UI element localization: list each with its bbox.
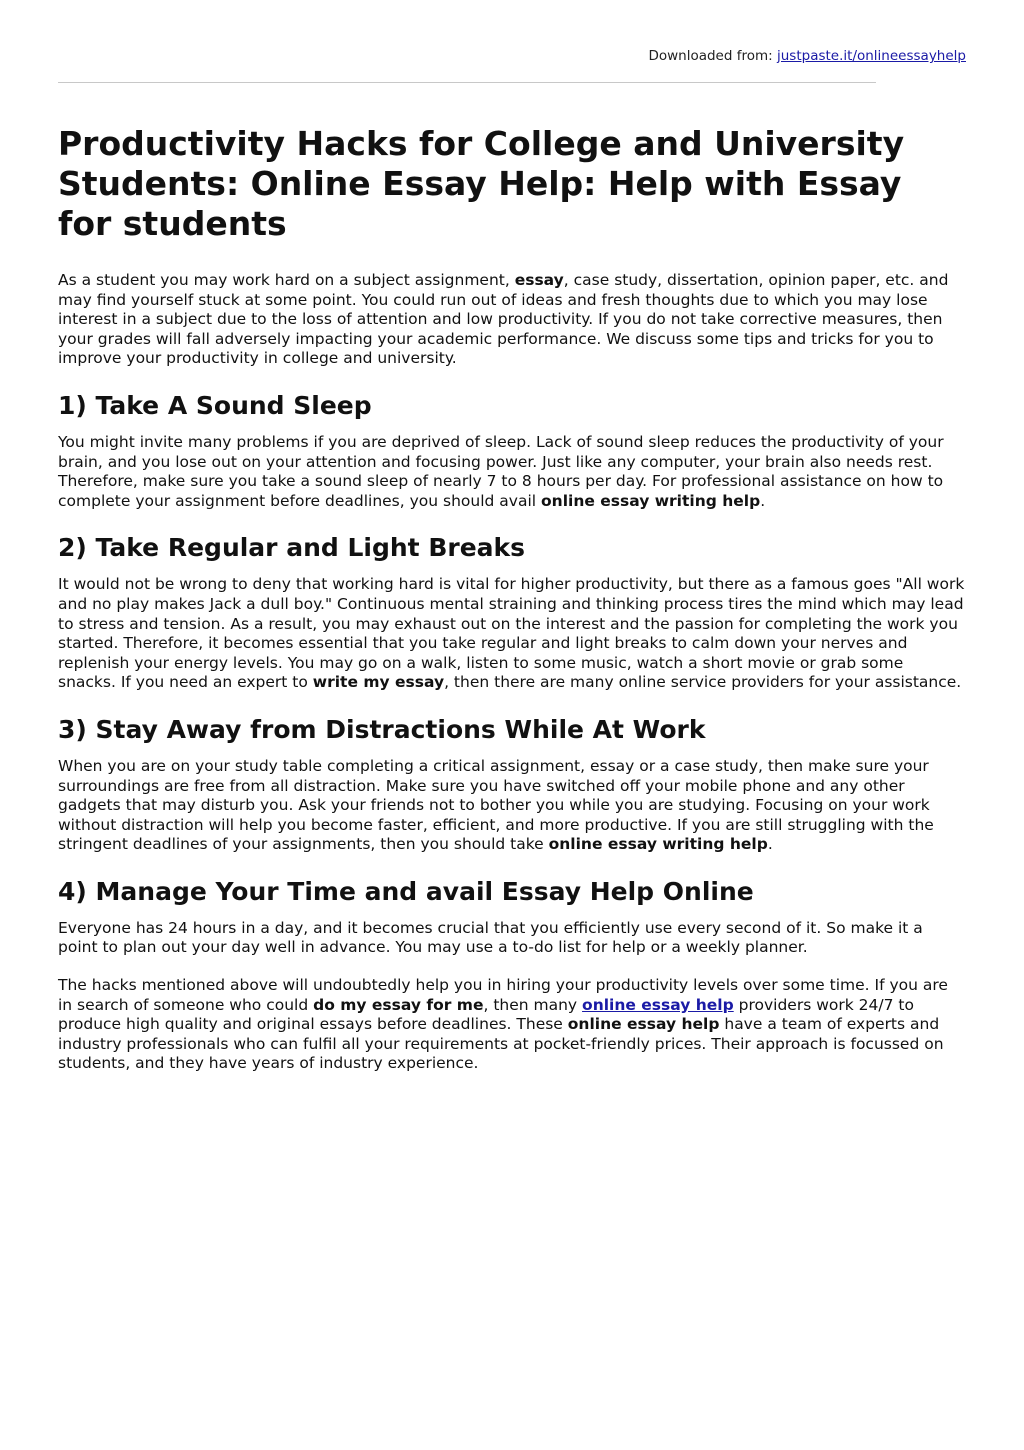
closing-text-3: providers work 24/7 to produce high quality and original essays before deadlines. These [58,995,914,1034]
section-2-bold: write my essay [312,673,445,692]
closing-text-1: The hacks mentioned above will undoubtedly help you in hiring your productivity levels over some time. If you are in search of someone who could [58,976,948,1014]
downloaded-from-label: Downloaded from: [648,48,773,64]
section-heading-2: 2) Take Regular and Light Breaks [58,533,526,563]
source-link[interactable]: justpaste.it/onlineessayhelp [777,48,966,64]
section-2-text-1: It would not be wrong to deny that working hard is vital for higher productivity, but there as a famous goes "All work and no play makes Jack a dull boy." Continuous mental straining and thinking process tires the mind which may lead to stress and tension. As a result, you may exhaust out on the interest and the passion for completing the work you started. Therefore, it becomes essential that you take regular and light breaks to calm down your nerves and replenish your energy levels. You may go on a walk, listen to some music, watch a short movie or grab some snacks. If you need an expert to [58,575,965,692]
online-essay-help-link[interactable]: online essay help [582,995,734,1014]
header-divider [58,82,876,83]
download-source-line [648,48,966,64]
section-1-text-2: . [760,491,766,510]
section-heading-4: 4) Manage Your Time and avail Essay Help Online [58,876,754,906]
closing-paragraph [58,976,966,1074]
section-1-bold: online essay writing help [541,491,761,510]
closing-text-4: have a team of experts and industry professionals who can fulfil all your requirements at pocket-friendly prices. Their approach is focussed on students, and they have years of industry experience. [58,1015,944,1073]
intro-paragraph [58,271,966,369]
intro-text-2: , case study, dissertation, opinion paper, etc. and may find yourself stuck at some point. You could run out of ideas and fresh thoughts due to which you may lose interest in a subject due to the loss of attention and low productivity. If you do not take corrective measures, then your grades will fall adversely impacting your academic performance. We discuss some tips and tricks for you to improve your productivity in college and university. [58,271,949,368]
section-3-text-1: When you are on your study table completing a critical assignment, essay or a case study, then make sure your surroundings are free from all distraction. Make sure you have switched off your mobile phone and any other gadgets that may disturb you. Ask your friends not to bother you while you are studying. Focusing on your work without distraction will help you become faster, efficient, and more productive. If you are still struggling with the stringent deadlines of your assignments, then you should take [58,756,934,854]
closing-text-2: , then many [483,995,583,1014]
section-3-text-2: . [767,835,773,854]
section-paragraph-1 [58,433,966,511]
section-1-text-1: You might invite many problems if you are deprived of sleep. Lack of sound sleep reduces the productivity of your brain, and you lose out on your attention and focusing power. Just like any computer, your brain also needs rest. Therefore, make sure you take a sound sleep of nearly 7 to 8 hours per day. For professional assistance on how to complete your assignment before deadlines, you should avail [58,432,944,510]
section-2-text-2: , then there are many online service providers for your assistance. [444,673,962,692]
page-title: Productivity Hacks for College and University Students: Online Essay Help: Help with Essay for students [58,124,905,243]
closing-bold-2: online essay help [567,1015,720,1034]
intro-bold-essay: essay [514,271,564,289]
section-heading-1: 1) Take A Sound Sleep [58,390,372,420]
section-paragraph-3 [58,757,966,855]
section-3-bold: online essay writing help [548,835,768,854]
section-heading-3: 3) Stay Away from Distractions While At Work [58,714,706,744]
section-paragraph-4: Everyone has 24 hours in a day, and it becomes crucial that you efficiently use every second of it. So make it a point to plan out your day well in advance. You may use a to-do list for help or a weekly planner. [58,918,923,957]
closing-bold-1: do my essay for me [313,995,484,1014]
section-paragraph-2 [58,575,966,693]
article-body [58,271,966,1074]
intro-text-1: As a student you may work hard on a subject assignment, [58,271,515,289]
